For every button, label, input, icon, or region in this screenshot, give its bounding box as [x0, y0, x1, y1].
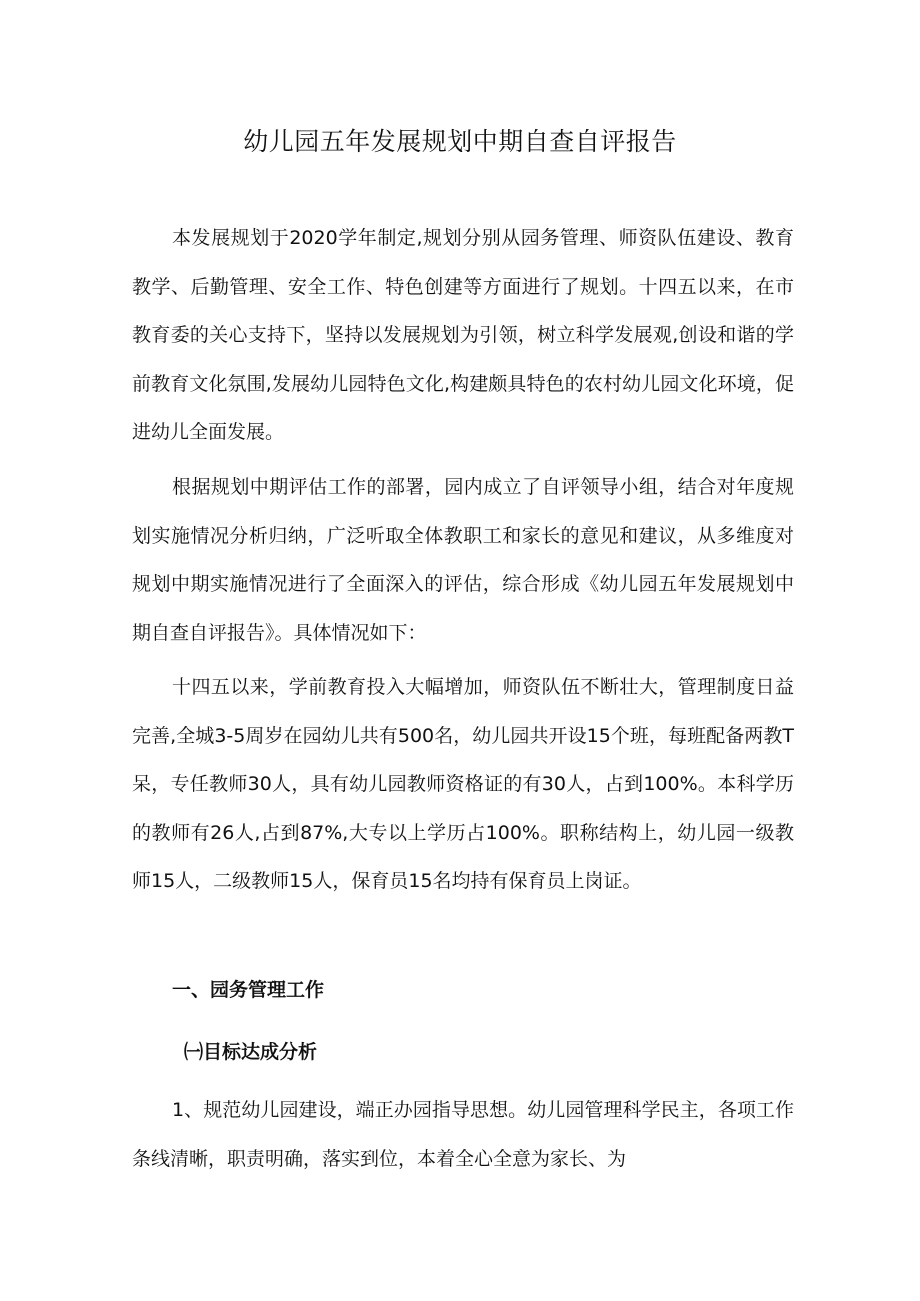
- subsection-heading-goal-analysis: ㈠目标达成分析: [184, 1041, 318, 1063]
- paragraph-staff-stats: 十四五以来，学前教育投入大幅增加，师资队伍不断壮大，管理制度日益完善,全城3-5周岁在园幼儿共有500名，幼儿园共开设15个班，每班配备两教T呆，专任教师30人，具有幼儿园教师资格证的有30人，占到100%。本科学历的教师有26人,占到87%,大专以上学历占100%。职称结构上，幼儿园一级教师15人，二级教师15人，保育员15名均持有保育员上岗证。: [132, 676, 794, 892]
- document-title: 幼儿园五年发展规划中期自查自评报告: [243, 127, 677, 156]
- paragraph-evaluation: 根据规划中期评估工作的部署，园内成立了自评领导小组，结合对年度规划实施情况分析归纳，广泛听取全体教职工和家长的意见和建议，从多维度对规划中期实施情况进行了全面深入的评估，综合形成《幼儿园五年发展规划中期自查自评报告》。具体情况如下：: [132, 476, 794, 644]
- paragraph-standardize: 1、规范幼儿园建设，端正办园指导思想。幼儿园管理科学民主，各项工作条线清晰，职责明确，落实到位，本着全心全意为家长、为: [132, 1099, 794, 1170]
- paragraph-intro: 本发展规划于2020学年制定,规划分别从园务管理、师资队伍建设、教育教学、后勤管理、安全工作、特色创建等方面进行了规划。十四五以来，在市教育委的关心支持下，坚持以发展规划为引领，树立科学发展观,创设和谐的学前教育文化氛围,发展幼儿园特色文化,构建颇具特色的农村幼儿园文化环境，促进幼儿全面发展。: [132, 227, 794, 443]
- section-heading-management: 一、园务管理工作: [172, 979, 325, 1001]
